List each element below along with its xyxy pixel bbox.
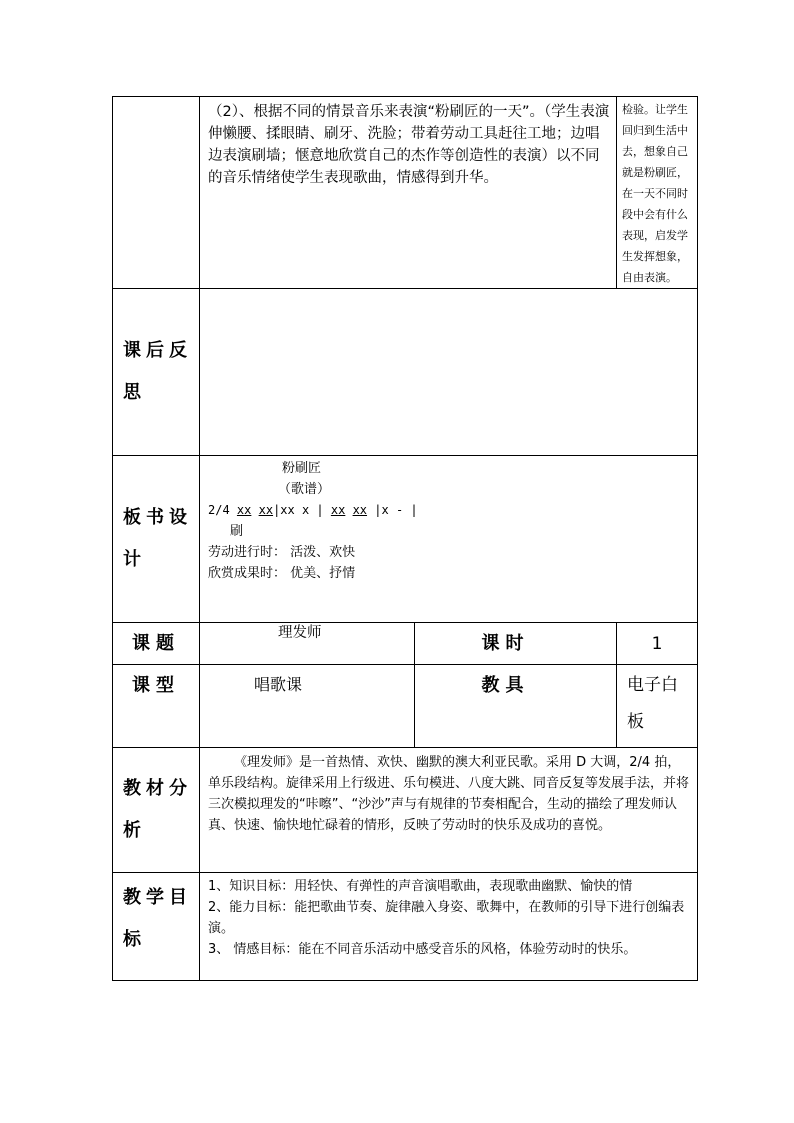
reflection-label-cell xyxy=(113,289,200,456)
score-meter: 2/4 xyxy=(208,503,230,517)
board-line-appreciating: 欣赏成果时： 优美、抒情 xyxy=(208,566,356,581)
board-song-subtitle: （歌谱） xyxy=(278,482,331,497)
score-token: xx xyxy=(236,503,252,517)
hours-label: 课时 xyxy=(481,632,530,654)
board-line-working: 劳动进行时： 活泼、欢快 xyxy=(208,545,356,560)
board-content xyxy=(200,456,697,584)
goals-label-cell xyxy=(113,873,200,981)
topic-row xyxy=(113,623,698,665)
score-token: |x - xyxy=(374,503,404,517)
tools-value: 电子白板 xyxy=(627,675,679,732)
topic-label-cell xyxy=(113,623,200,665)
board-label-cell xyxy=(113,456,200,623)
board-song-title: 粉刷匠 xyxy=(282,461,322,476)
activity-note: 检验。让学生回归到生活中去，想象自己就是粉刷匠，在一天不同时段中会有什么表现，启发学生发挥想象，自由表演。 xyxy=(622,103,689,284)
reflection-row xyxy=(113,289,698,456)
score-token: xx xyxy=(352,503,368,517)
tools-value-cell xyxy=(617,665,698,748)
board-row xyxy=(113,456,698,623)
hours-label-cell xyxy=(415,623,617,665)
analysis-label: 教材分析 xyxy=(123,778,192,841)
goal-item: 1、知识目标：用轻快、有弹性的声音演唱歌曲，表现歌曲幽默、愉快的情 xyxy=(208,879,633,894)
type-row xyxy=(113,665,698,748)
activity-content-cell xyxy=(200,97,617,289)
tools-label: 教具 xyxy=(481,675,530,696)
goals-list xyxy=(200,873,697,960)
analysis-content-cell xyxy=(200,748,698,873)
analysis-label-cell xyxy=(113,748,200,873)
topic-value-cell xyxy=(200,623,415,665)
goal-item: 2、能力目标：能把歌曲节奏、旋律融入身姿、歌舞中，在教师的引导下进行创编表演。 xyxy=(208,900,685,936)
goals-label: 教学目标 xyxy=(123,887,192,950)
hours-value: 1 xyxy=(651,633,663,654)
reflection-content-cell xyxy=(200,289,698,456)
board-score-line xyxy=(208,500,693,521)
topic-label: 课题 xyxy=(132,632,180,654)
lesson-plan-table xyxy=(112,96,698,981)
activity-content: （2）、根据不同的情景音乐来表演“粉刷匠的一天”。（学生表演伸懒腰、揉眼睛、刷牙、洗脸；带着劳动工具赶往工地；边唱边表演刷墙；惬意地欣赏自己的杰作等创造性的表演）以不同的音乐情绪使学生表现歌曲，情感得到升华。 xyxy=(208,104,610,186)
goals-content-cell xyxy=(200,873,698,981)
score-token: xx xyxy=(330,503,346,517)
activity-label-cell xyxy=(113,97,200,289)
activity-row xyxy=(113,97,698,289)
goal-item: 3、 情感目标：能在不同音乐活动中感受音乐的风格，体验劳动时的快乐。 xyxy=(208,942,637,957)
board-label: 板书设计 xyxy=(123,507,192,570)
type-value: 唱歌课 xyxy=(254,675,303,694)
score-token: xx xyxy=(258,503,274,517)
analysis-content: 《理发师》是一首热情、欢快、幽默的澳大利亚民歌。采用 D 大调，2/4 拍，单乐段结构。旋律采用上行级进、乐句模进、八度大跳、同音反复等发展手法，并将三次模拟理发的“咔嚓”、“沙沙”声与有规律的节奏相配合，生动的描绘了理发师认真、快速、愉快地忙碌着的情形，反映了劳动时的快乐及成功的喜悦。 xyxy=(208,755,690,833)
reflection-label: 课后反思 xyxy=(123,340,192,403)
goals-row xyxy=(113,873,698,981)
board-lyric: 刷 xyxy=(230,524,244,539)
score-token: | xyxy=(316,503,324,517)
type-label-cell xyxy=(113,665,200,748)
type-label: 课型 xyxy=(132,675,180,696)
activity-note-cell xyxy=(617,97,698,289)
topic-value: 理发师 xyxy=(278,625,322,641)
tools-label-cell xyxy=(415,665,617,748)
score-token: |xx x xyxy=(273,503,310,517)
type-value-cell xyxy=(200,665,415,748)
hours-value-cell xyxy=(617,623,698,665)
analysis-row xyxy=(113,748,698,873)
board-content-cell xyxy=(200,456,698,623)
score-token: | xyxy=(410,503,418,517)
